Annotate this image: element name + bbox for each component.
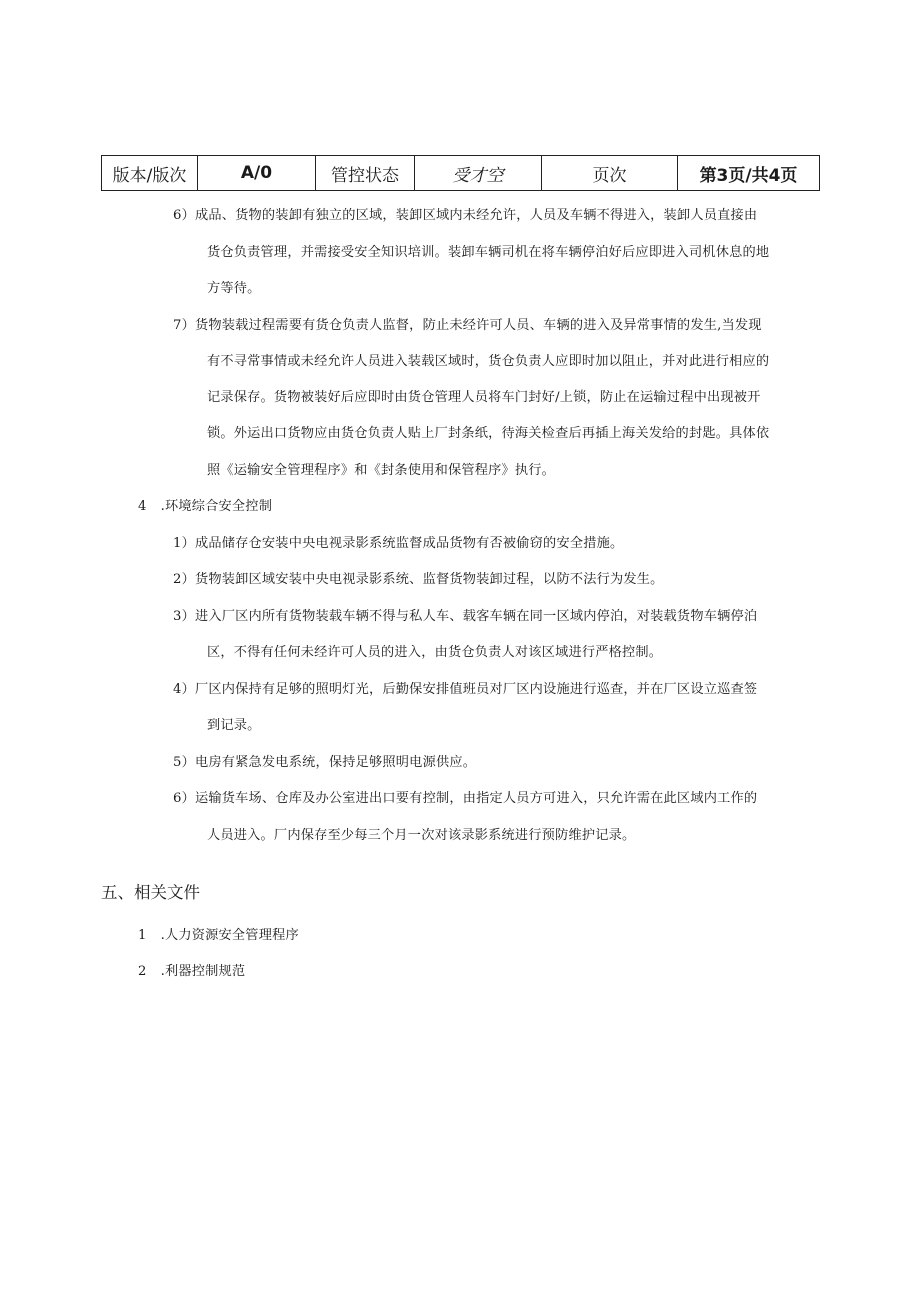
item-text: 区，不得有任何未经许可人员的进入，由货仓负责人对该区域进行严格控制。	[207, 645, 663, 660]
item-number: 2）	[173, 572, 195, 587]
item-text: 货物装载过程需要有货仓负责人监督，防止未经许可人员、车辆的进入及异常事情的发生,当发现	[194, 318, 762, 333]
item-text: 厂区内保持有足够的照明灯光，后勤保安排值班员对厂区内设施进行巡查，并在厂区设立巡查签	[194, 682, 758, 697]
item-number: 1	[138, 928, 147, 943]
item-text: 成品储存仓安装中央电视录影系统监督成品货物有否被偷窃的安全措施。	[194, 536, 624, 551]
control-status-value: 受才空	[415, 156, 542, 191]
list-item	[138, 962, 245, 982]
document-header-table	[101, 155, 820, 191]
item-text: 锁。外运出口货物应由货仓负责人贴上厂封条纸，待海关检查后再插上海关发给的封匙。具体依	[207, 426, 770, 441]
item-text: 电房有紧急发电系统，保持足够照明电源供应。	[194, 755, 477, 770]
version-label: 版本/版次	[102, 156, 198, 191]
section-4-heading	[138, 497, 272, 517]
item-text: 记录保存。货物被装好后应即时由货仓管理人员将车门封好/上锁，防止在运输过程中出现被开	[207, 390, 761, 405]
item-text: 照《运输安全管理程序》和《封条使用和保管程序》执行。	[207, 463, 556, 478]
item-text: .人力资源安全管理程序	[160, 928, 299, 943]
item-number: 4）	[173, 682, 195, 697]
item-text: 人员进入。厂内保存至少每三个月一次对该录影系统进行预防维护记录。	[207, 828, 636, 843]
list-item	[173, 534, 623, 554]
item-text: 货物装卸区域安装中央电视录影系统、监督货物装卸过程，以防不法行为发生。	[194, 572, 664, 587]
list-item	[138, 926, 299, 946]
version-value: A/0	[198, 156, 316, 191]
page-value: 第3页/共4页	[678, 156, 820, 191]
section-title: .环境综合安全控制	[160, 499, 273, 514]
item-number: 6）	[173, 791, 195, 806]
item-text: 方等待。	[207, 281, 261, 296]
item-text: 到记录。	[207, 718, 261, 733]
section-5-title: 五、相关文件	[101, 883, 200, 902]
item-number: 5）	[173, 755, 195, 770]
item-number: 7）	[173, 318, 195, 333]
item-text: 进入厂区内所有货物装载车辆不得与私人车、载客车辆在同一区域内停泊，对装载货物车辆停泊	[194, 609, 758, 624]
item-text: 成品、货物的装卸有独立的区域，装卸区域内未经允许，人员及车辆不得进入，装卸人员直接由	[194, 208, 758, 223]
item-text: 货仓负责管理，并需接受安全知识培训。装卸车辆司机在将车辆停泊好后应即进入司机休息的地	[207, 245, 770, 260]
control-status-label: 管控状态	[316, 156, 415, 191]
page-label: 页次	[542, 156, 678, 191]
item-number: 2	[138, 964, 147, 979]
item-number: 1）	[173, 536, 195, 551]
item-text: 运输货车场、仓库及办公室进出口要有控制，由指定人员方可进入，只允许需在此区域内工作的	[194, 791, 758, 806]
list-item	[173, 753, 476, 773]
item-text: .利器控制规范	[160, 964, 246, 979]
section-number: 4	[138, 499, 147, 514]
item-text: 有不寻常事情或未经允许人员进入装载区域时，货仓负责人应即时加以阻止，并对此进行相应的	[207, 354, 770, 369]
list-item	[173, 570, 664, 590]
item-number: 6）	[173, 208, 195, 223]
item-number: 3）	[173, 609, 195, 624]
